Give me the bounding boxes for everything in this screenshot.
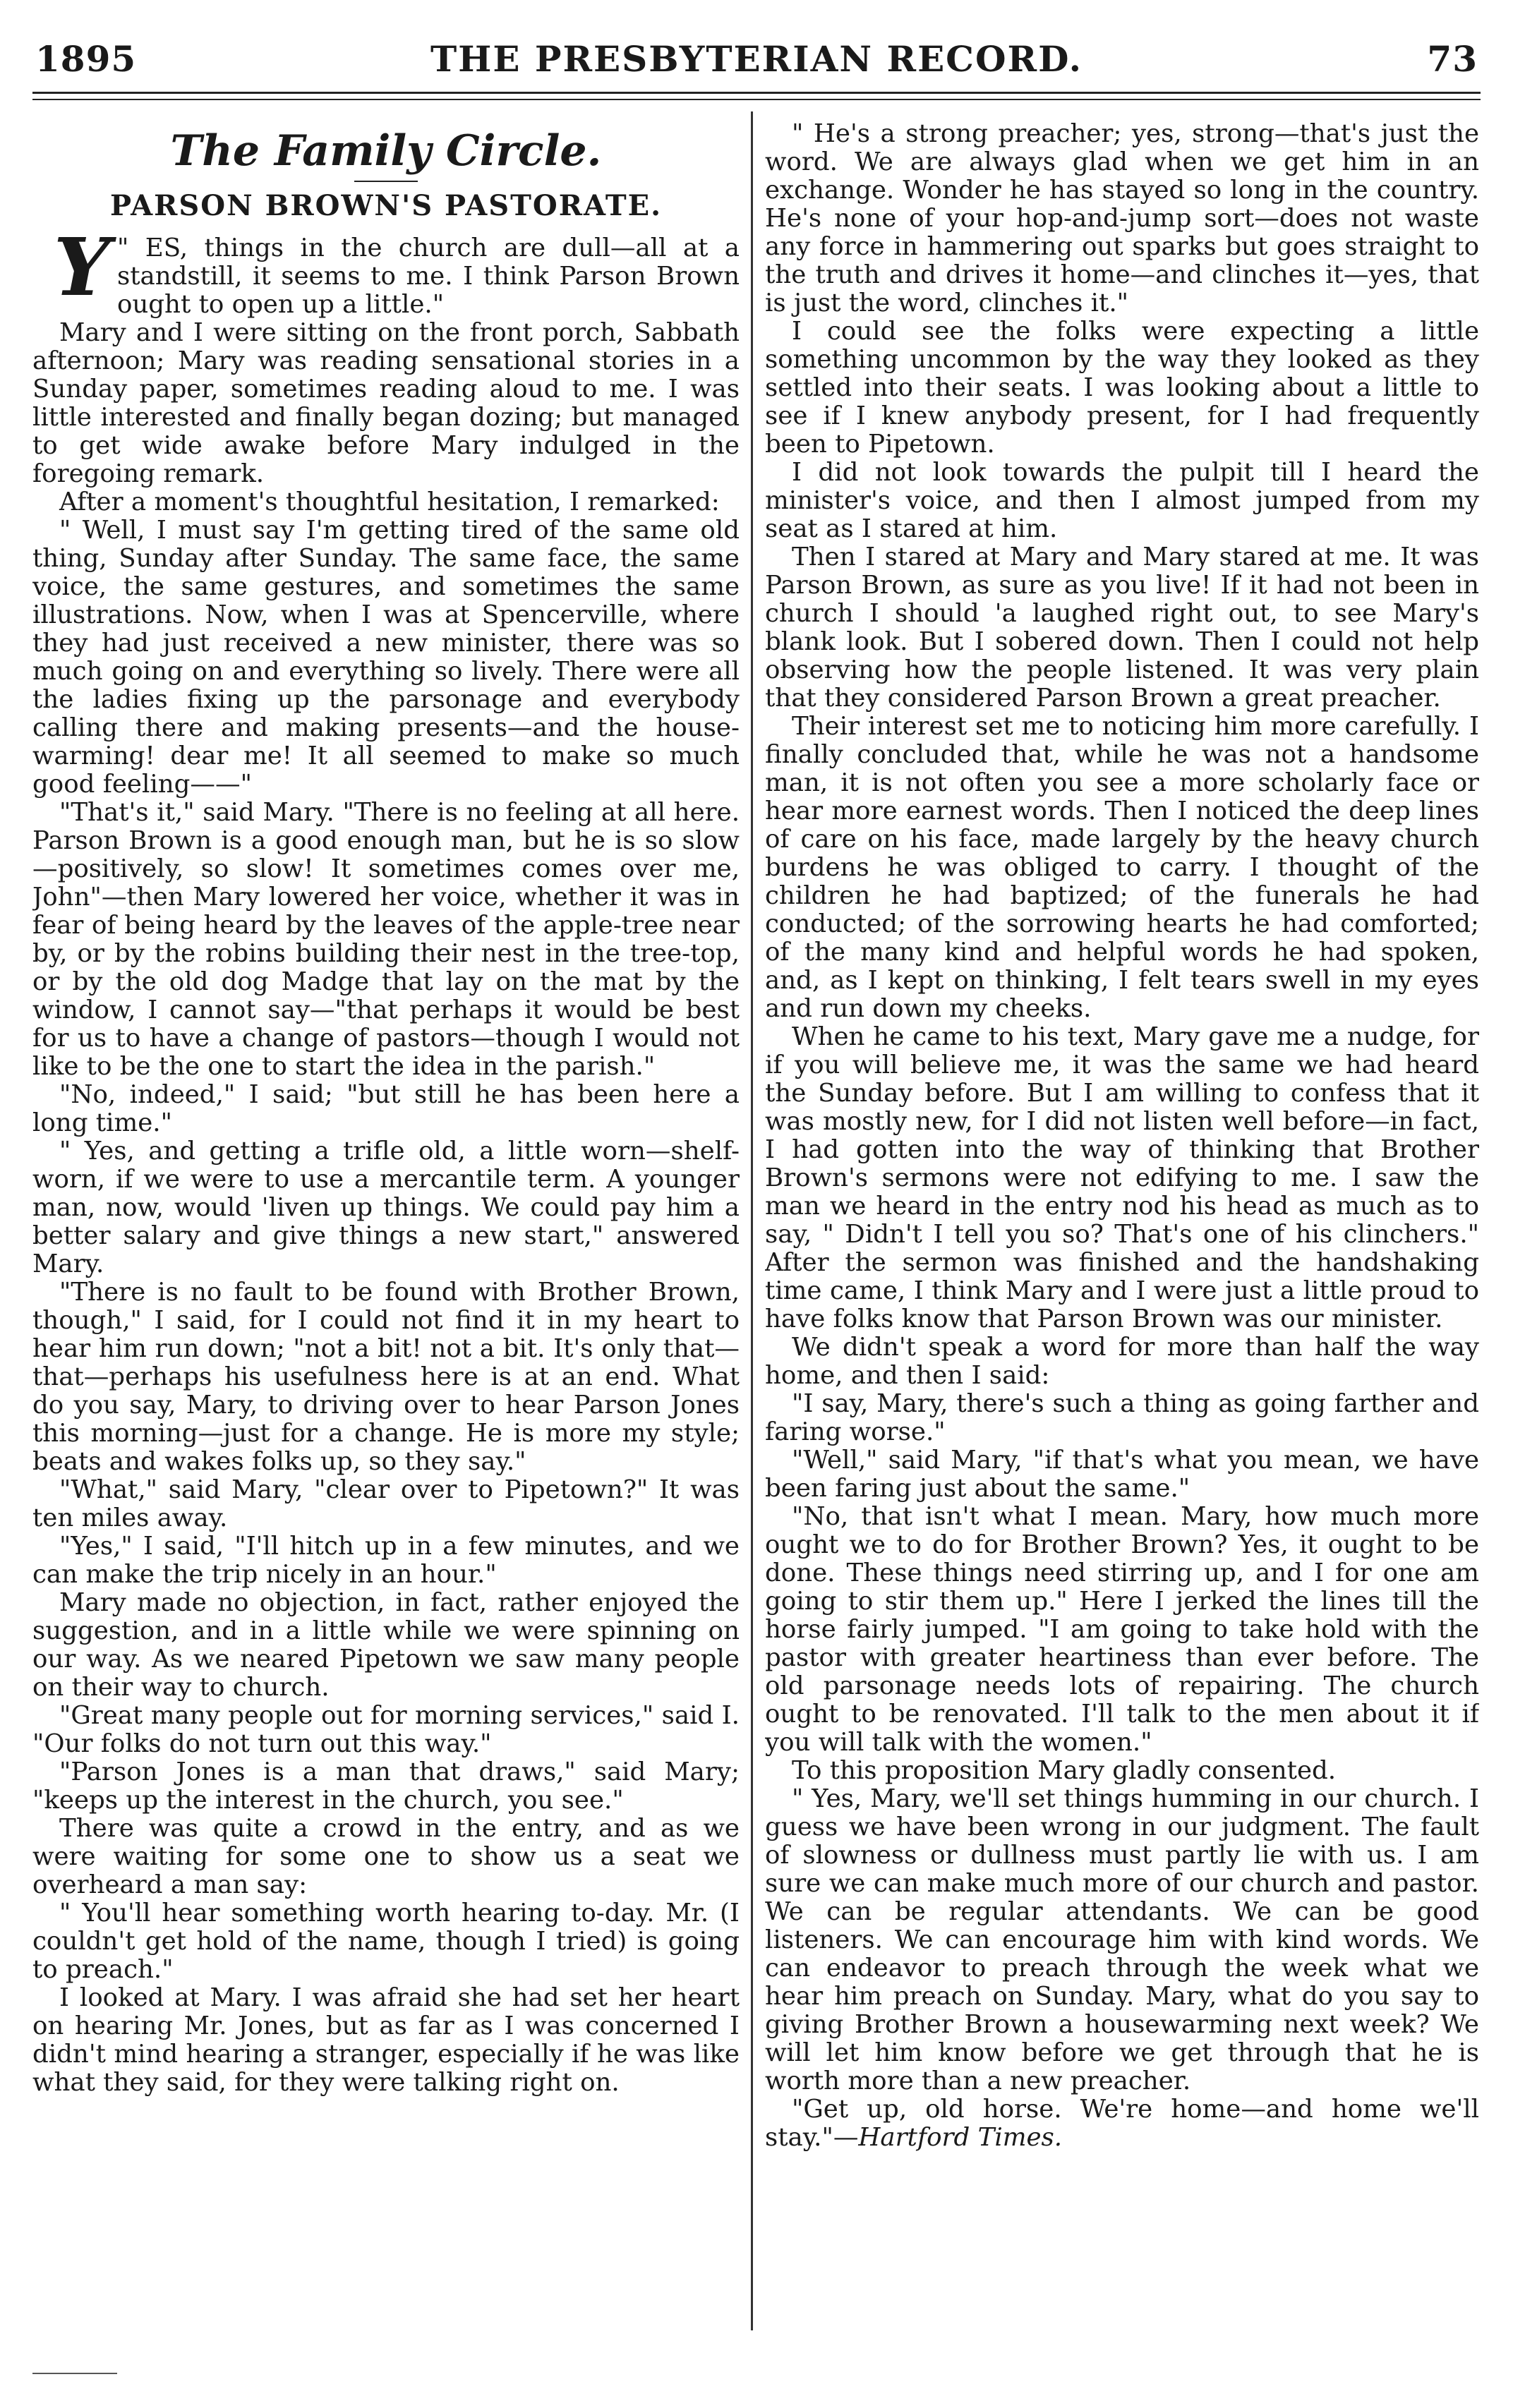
right-column [765,120,1479,2337]
paragraph: Their interest set me to noticing him more carefully. I finally concluded that, while he was not a handsome man, it is not often you see a more scholarly face or hear more earnest words. Then I noticed the deep lines of care on his face, made largely by the heavy church burdens he was obliged to carry. I thought of the children he had baptized; of the funerals he had conducted; of the sorrowing hearts he had comforted; of the many kind and helpful words he had spoken, and, as I kept on thinking, I felt tears swell in my eyes and run down my cheeks. [765,712,1479,1023]
paragraph: " Yes, and getting a trifle old, a little worn—shelf-worn, if we were to use a mercantile term. A younger man, now, would 'liven up things. We could pay him a better salary and give things a new start," answered Mary. [32,1137,740,1278]
paragraph: When he came to his text, Mary gave me a nudge, for if you will believe me, it was the same we had heard the Sunday before. But I am willing to confess that it was mostly new, for I did not listen well before—in fact, I had gotten into the way of thinking that Brother Brown's sermons were not edifying to me. I saw the man we heard in the entry nod his head as much as to say, " Didn't I tell you so? That's one of his clinchers." After the sermon was finished and the handshaking time came, I think Mary and I were just a little proud to have folks know that Parson Brown was our minister. [765,1022,1479,1333]
column-divider [751,111,753,2330]
paragraph: " Well, I must say I'm getting tired of the same old thing, Sunday after Sunday. The same face, the same voice, the same gestures, and sometimes the same illustrations. Now, when I was at Spencerville, where they had just received a new minister, there was so much going on and everything so lively. There were all the ladies fixing up the parsonage and everybody calling there and making presents—and the house-warming! dear me! It all seemed to make so much good feeling——" [32,516,740,799]
paragraph: I could see the folks were expecting a little something uncommon by the way they looked as they settled into their seats. I was looking about a little to see if I knew anybody present, for I had frequently been to Pipetown. [765,317,1479,459]
paragraph: " He's a strong preacher; yes, strong—that's just the word. We are always glad when we get him in an exchange. Wonder he has stayed so long in the country. He's none of your hop-and-jump sort—does not waste any force in hammering out sparks but goes straight to the truth and drives it home—and clinches it—yes, that is just the word, clinches it." [765,120,1479,317]
paragraph: Mary and I were sitting on the front porch, Sabbath afternoon; Mary was reading sensational stories in a Sunday paper, sometimes reading aloud to me. I was little interested and finally began dozing; but managed to get wide awake before Mary indulged in the foregoing remark. [32,318,740,488]
page-number: 73 [1427,38,1478,80]
left-paragraphs [32,319,740,2097]
footer-rule [32,2373,117,2374]
first-paragraph-text: ES, things in the church are dull—all at a standstill, it seems to me. I think Parson Brown ought to open up a little." [116,234,740,319]
paragraph: After a moment's thoughtful hesitation, I remarked: [59,488,720,516]
story-title: PARSON BROWN'S PASTORATE. [109,189,663,222]
paragraph: There was quite a crowd in the entry, and as we were waiting for some one to show us a seat we overheard a man say: [32,1814,740,1899]
source-credit: Hartford Times. [858,2123,1063,2152]
paragraph: "There is no fault to be found with Brother Brown, though," I said, for I could not find it in my heart to hear him run down; "not a bit! not a bit. It's only that—that—perhaps his usefulness here is at an end. What do you say, Mary, to driving over to hear Parson Jones this morning—just for a change. He is more my style; beats and wakes folks up, so they say." [32,1278,740,1476]
paragraph: "Great many people out for morning services," said I. "Our folks do not turn out this way." [32,1701,740,1758]
right-paragraphs [765,120,1479,2152]
paragraph: "I say, Mary, there's such a thing as going farther and faring worse." [765,1389,1479,1446]
header-rule [32,99,1481,100]
paragraph: I looked at Mary. I was afraid she had set her heart on hearing Mr. Jones, but as far as I was concerned I didn't mind hearing a stranger, especially if he was like what they said, for they were talking right on. [32,1983,740,2097]
year: 1895 [35,38,137,80]
paragraph: "Parson Jones is a man that draws," said Mary; "keeps up the interest in the church, you see." [32,1757,740,1815]
paragraph: "No, that isn't what I mean. Mary, how much more ought we to do for Brother Brown? Yes, it ought to be done. These things need stirring up, and I for one am going to stir them up." Here I jerked the lines till the horse fairly jumped. "I am going to take hold with the pastor with greater heartiness than ever before. The old parsonage needs lots of repairing. The church ought to be renovated. I'll talk to the men about it if you will talk with the women." [765,1502,1479,1757]
paragraph: I did not look towards the pulpit till I heard the minister's voice, and then I almost jumped from my seat as I stared at him. [765,458,1479,543]
heading-rule [354,181,418,182]
paragraph: "Yes," I said, "I'll hitch up in a few minutes, and we can make the trip nicely in an hour." [32,1532,740,1589]
opening-quote: " [116,234,145,262]
section-heading: The Family Circle. [170,126,602,176]
paragraph: Mary made no objection, in fact, rather enjoyed the suggestion, and in a little while we were spinning on our way. As we neared Pipetown we saw many people on their way to church. [32,1588,740,1702]
paragraph: "Well," said Mary, "if that's what you mean, we have been faring just about the same." [765,1446,1479,1503]
paragraph: " You'll hear something worth hearing to-day. Mr. (I couldn't get hold of the name, though I tried) is going to preach." [32,1899,740,1984]
paragraph: To this proposition Mary gladly consented. [792,1756,1337,1785]
page-header [32,28,1481,94]
dropcap: Y [54,222,110,314]
paragraph: "No, indeed," I said; "but still he has been here a long time." [32,1080,740,1137]
left-column [32,120,740,2337]
first-paragraph [32,222,740,319]
paragraph: "Get up, old horse. We're home—and home we'll stay."—Hartford Times. [765,2095,1479,2152]
paragraph: Then I stared at Mary and Mary stared at me. It was Parson Brown, as sure as you live! If it had not been in church I should 'a laughed right out, to see Mary's blank look. But I sobered down. Then I could not help observing how the people listened. It was very plain that they considered Parson Brown a great preacher. [765,543,1479,713]
paragraph: " Yes, Mary, we'll set things humming in our church. I guess we have been wrong in our judgment. The fault of slowness or dullness must partly lie with us. I am sure we can make much more of our church and pastor. We can be regular attendants. We can be good listeners. We can encourage him with kind words. We can endeavor to preach through the week what we hear him preach on Sunday. Mary, what do you say to giving Brother Brown a housewarming next week? We will let him know before we get through that he is worth more than a new preacher. [765,1784,1479,2095]
paragraph: "What," said Mary, "clear over to Pipetown?" It was ten miles away. [32,1475,740,1532]
paragraph: We didn't speak a word for more than half the way home, and then I said: [765,1333,1479,1390]
publication-title: THE PRESBYTERIAN RECORD. [430,38,1083,80]
paragraph: "That's it," said Mary. "There is no feeling at all here. Parson Brown is a good enough man, but he is so slow—positively, so slow! It sometimes comes over me, John"—then Mary lowered her voice, whether it was in fear of being heard by the leaves of the apple-tree near by, or by the robins building their nest in the tree-top, or by the old dog Madge that lay on the mat by the window, I cannot say—"that perhaps it would be best for us to have a change of pastors—though I would not like to be the one to start the idea in the parish." [32,798,740,1081]
